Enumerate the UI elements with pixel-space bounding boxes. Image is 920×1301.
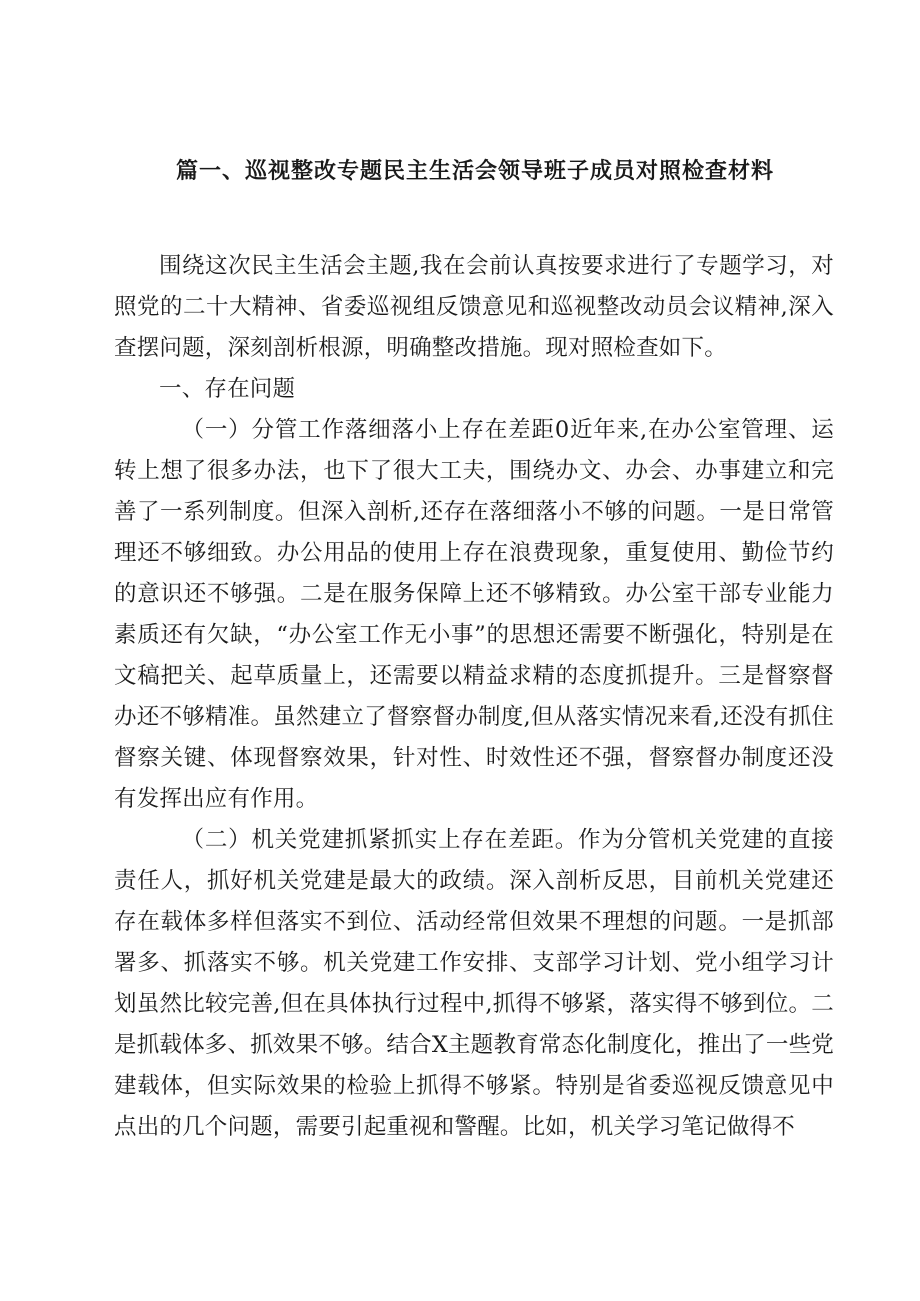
intro-paragraph: 围绕这次民主生活会主题,我在会前认真按要求进行了专题学习，对照党的二十大精神、省委巡视组反馈意见和巡视整改动员会议精神,深入查摆问题，深刻剖析根源，明确整改措施。现对照检查如下。 bbox=[114, 253, 834, 361]
document-title: 篇一、巡视整改专题民主生活会领导班子成员对照检查材料 bbox=[175, 158, 774, 184]
section-heading: 一、存在问题 bbox=[159, 376, 296, 402]
body-paragraph: （二）机关党建抓紧抓实上存在差距。作为分管机关党建的直接责任人，抓好机关党建是最大的政绩。深入剖析反思，目前机关党建还存在载体多样但落实不到位、活动经常但效果不理想的问题。一是抓部署多、抓落实不够。机关党建工作安排、支部学习计划、党小组学习计划虽然比较完善,但在具体执行过程中,抓得不够紧，落实得不够到位。二是抓载体多、抓效果不够。结合X主题教育常态化制度化，推出了一些党建载体，但实际效果的检验上抓得不够紧。特别是省委巡视反馈意见中点出的几个问题，需要引起重视和警醒。比如，机关学习笔记做得不 bbox=[114, 827, 834, 1140]
body-paragraph: （一）分管工作落细落小上存在差距0近年来,在办公室管理、运转上想了很多办法，也下了很大工夫，围绕办文、办会、办事建立和完善了一系列制度。但深入剖析,还存在落细落小不够的问题。一是日常管理还不够细致。办公用品的使用上存在浪费现象，重复使用、勤俭节约的意识还不够强。二是在服务保障上还不够精致。办公室干部专业能力素质还有欠缺，“办公室工作无小事”的思想还需要不断强化，特别是在文稿把关、起草质量上，还需要以精益求精的态度抓提升。三是督察督办还不够精准。虽然建立了督察督办制度,但从落实情况来看,还没有抓住督察关键、体现督察效果，针对性、时效性还不强，督察督办制度还没有发挥出应有作用。 bbox=[114, 417, 834, 812]
document-body bbox=[114, 246, 834, 1148]
